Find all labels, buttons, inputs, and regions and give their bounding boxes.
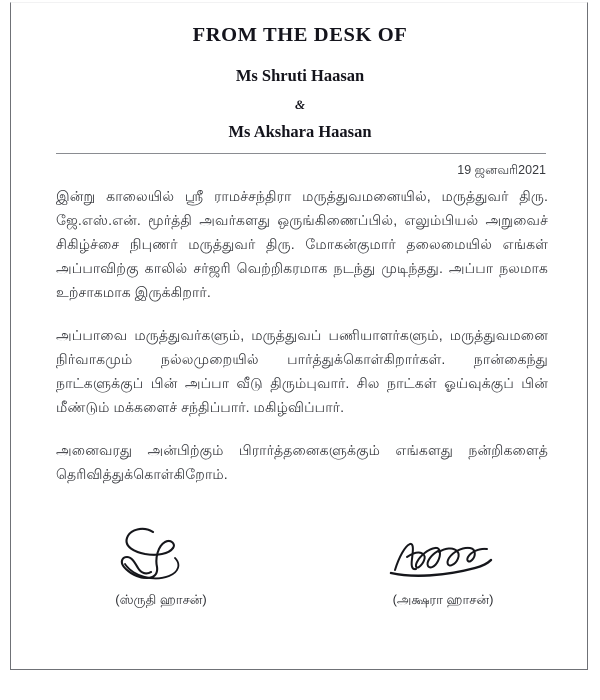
body-paragraph: இன்று காலையில் ஸ்ரீ ராமச்சந்திரா மருத்துவமனையில், மருத்துவர் திரு. ஜே.எஸ்.என். மூர்த்தி அவர்களது ஒருங்கிணைப்பில், எலும்பியல் அறுவைச் சிகிழ்ச்சை நிபுணர் மருத்துவர் திரு. மோகன்குமார் தலைமையில் எங்கள் அப்பாவிற்கு காலில் சர்ஜரி வெற்றிகரமாக நடந்து முடிந்தது. அப்பா நலமாக உற்சாகமாக இருக்கிறார். xyxy=(56,189,548,301)
signature-caption-right: (அக்ஷரா ஹாசன்) xyxy=(392,592,494,607)
letter-date: 19 ஜனவரி2021 xyxy=(457,163,546,177)
letterhead-divider xyxy=(56,153,546,154)
shruti-signature-icon xyxy=(56,508,266,586)
page-title: FROM THE DESK OF xyxy=(192,24,408,46)
signature-column-left xyxy=(56,508,266,608)
date-row xyxy=(56,161,546,179)
body-paragraph: அனைவரது அன்பிற்கும் பிரார்த்தனைகளுக்கும் எங்களது நன்றிகளைத் தெரிவித்துக்கொள்கிறோம். xyxy=(56,443,548,483)
signatory-name-primary: Ms Shruti Haasan xyxy=(235,65,365,85)
letter-sheet xyxy=(10,2,588,670)
ampersand-glyph: & xyxy=(294,97,306,112)
signature-caption-left: (ஸ்ருதி ஹாசன்) xyxy=(115,592,207,607)
letterhead xyxy=(11,3,589,141)
signature-block xyxy=(56,508,548,608)
akshara-signature-icon xyxy=(338,508,548,586)
signature-column-right xyxy=(338,508,548,608)
signatory-name-secondary: Ms Akshara Haasan xyxy=(228,122,372,141)
letter-body xyxy=(56,185,548,487)
body-paragraph: அப்பாவை மருத்துவர்களும், மருத்துவப் பணியாளர்களும், மருத்துவமனை நிர்வாகமும் நல்லமுறையில் பார்த்துக்கொள்கிறார்கள். நான்கைந்து நாட்களுக்குப் பின் அப்பா வீடு திரும்புவார். சில நாட்கள் ஓய்வுக்குப் பின் மீண்டும் மக்களைச் சந்திப்பார். மகிழ்விப்பார். xyxy=(56,328,548,416)
